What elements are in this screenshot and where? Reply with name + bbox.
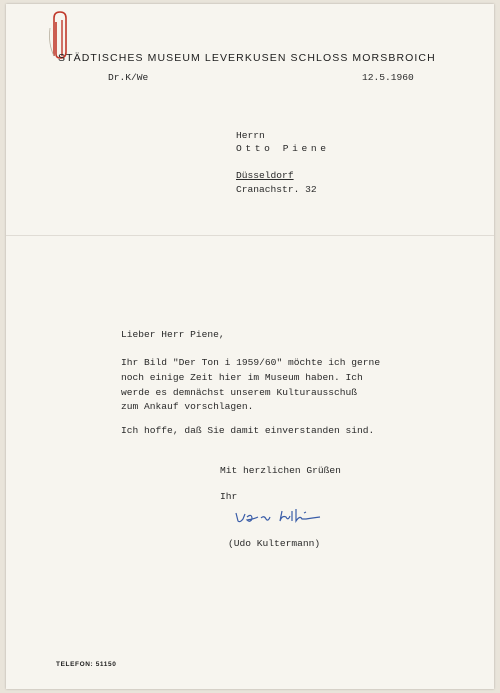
recipient-street: Cranachstr. 32 <box>236 184 317 195</box>
paragraph-line: noch einige Zeit hier im Museum haben. Ich <box>121 371 363 383</box>
telephone-footer: TELEFON: 51150 <box>56 661 117 668</box>
letter-paragraph-1 <box>121 356 380 415</box>
handwritten-signature <box>234 503 354 531</box>
recipient-city: Düsseldorf <box>236 170 294 181</box>
paragraph-line: zum Ankauf vorschlagen. <box>121 401 254 413</box>
letter-greeting: Lieber Herr Piene, <box>121 329 225 340</box>
letter-date: 12.5.1960 <box>362 72 414 83</box>
recipient-salutation: Herrn <box>236 130 265 141</box>
paragraph-line: Ihr Bild "Der Ton i 1959/60" möchte ich gerne <box>121 357 381 368</box>
letter-ihr: Ihr <box>220 491 238 502</box>
letter-closing: Mit herzlichen Grüßen <box>220 465 341 476</box>
paragraph-line: werde es demnächst unserem Kulturausschuß <box>121 386 358 398</box>
reference-code: Dr.K/We <box>108 72 149 83</box>
letter-paragraph-2: Ich hoffe, daß Sie damit einverstanden sind. <box>121 425 375 436</box>
paper-fold-line <box>6 235 494 236</box>
letter-sheet <box>6 4 494 689</box>
signatory-name: (Udo Kultermann) <box>228 538 321 549</box>
letterhead-title: STÄDTISCHES MUSEUM LEVERKUSEN SCHLOSS MORSBROICH <box>58 52 436 64</box>
recipient-name: Otto Piene <box>236 143 330 154</box>
